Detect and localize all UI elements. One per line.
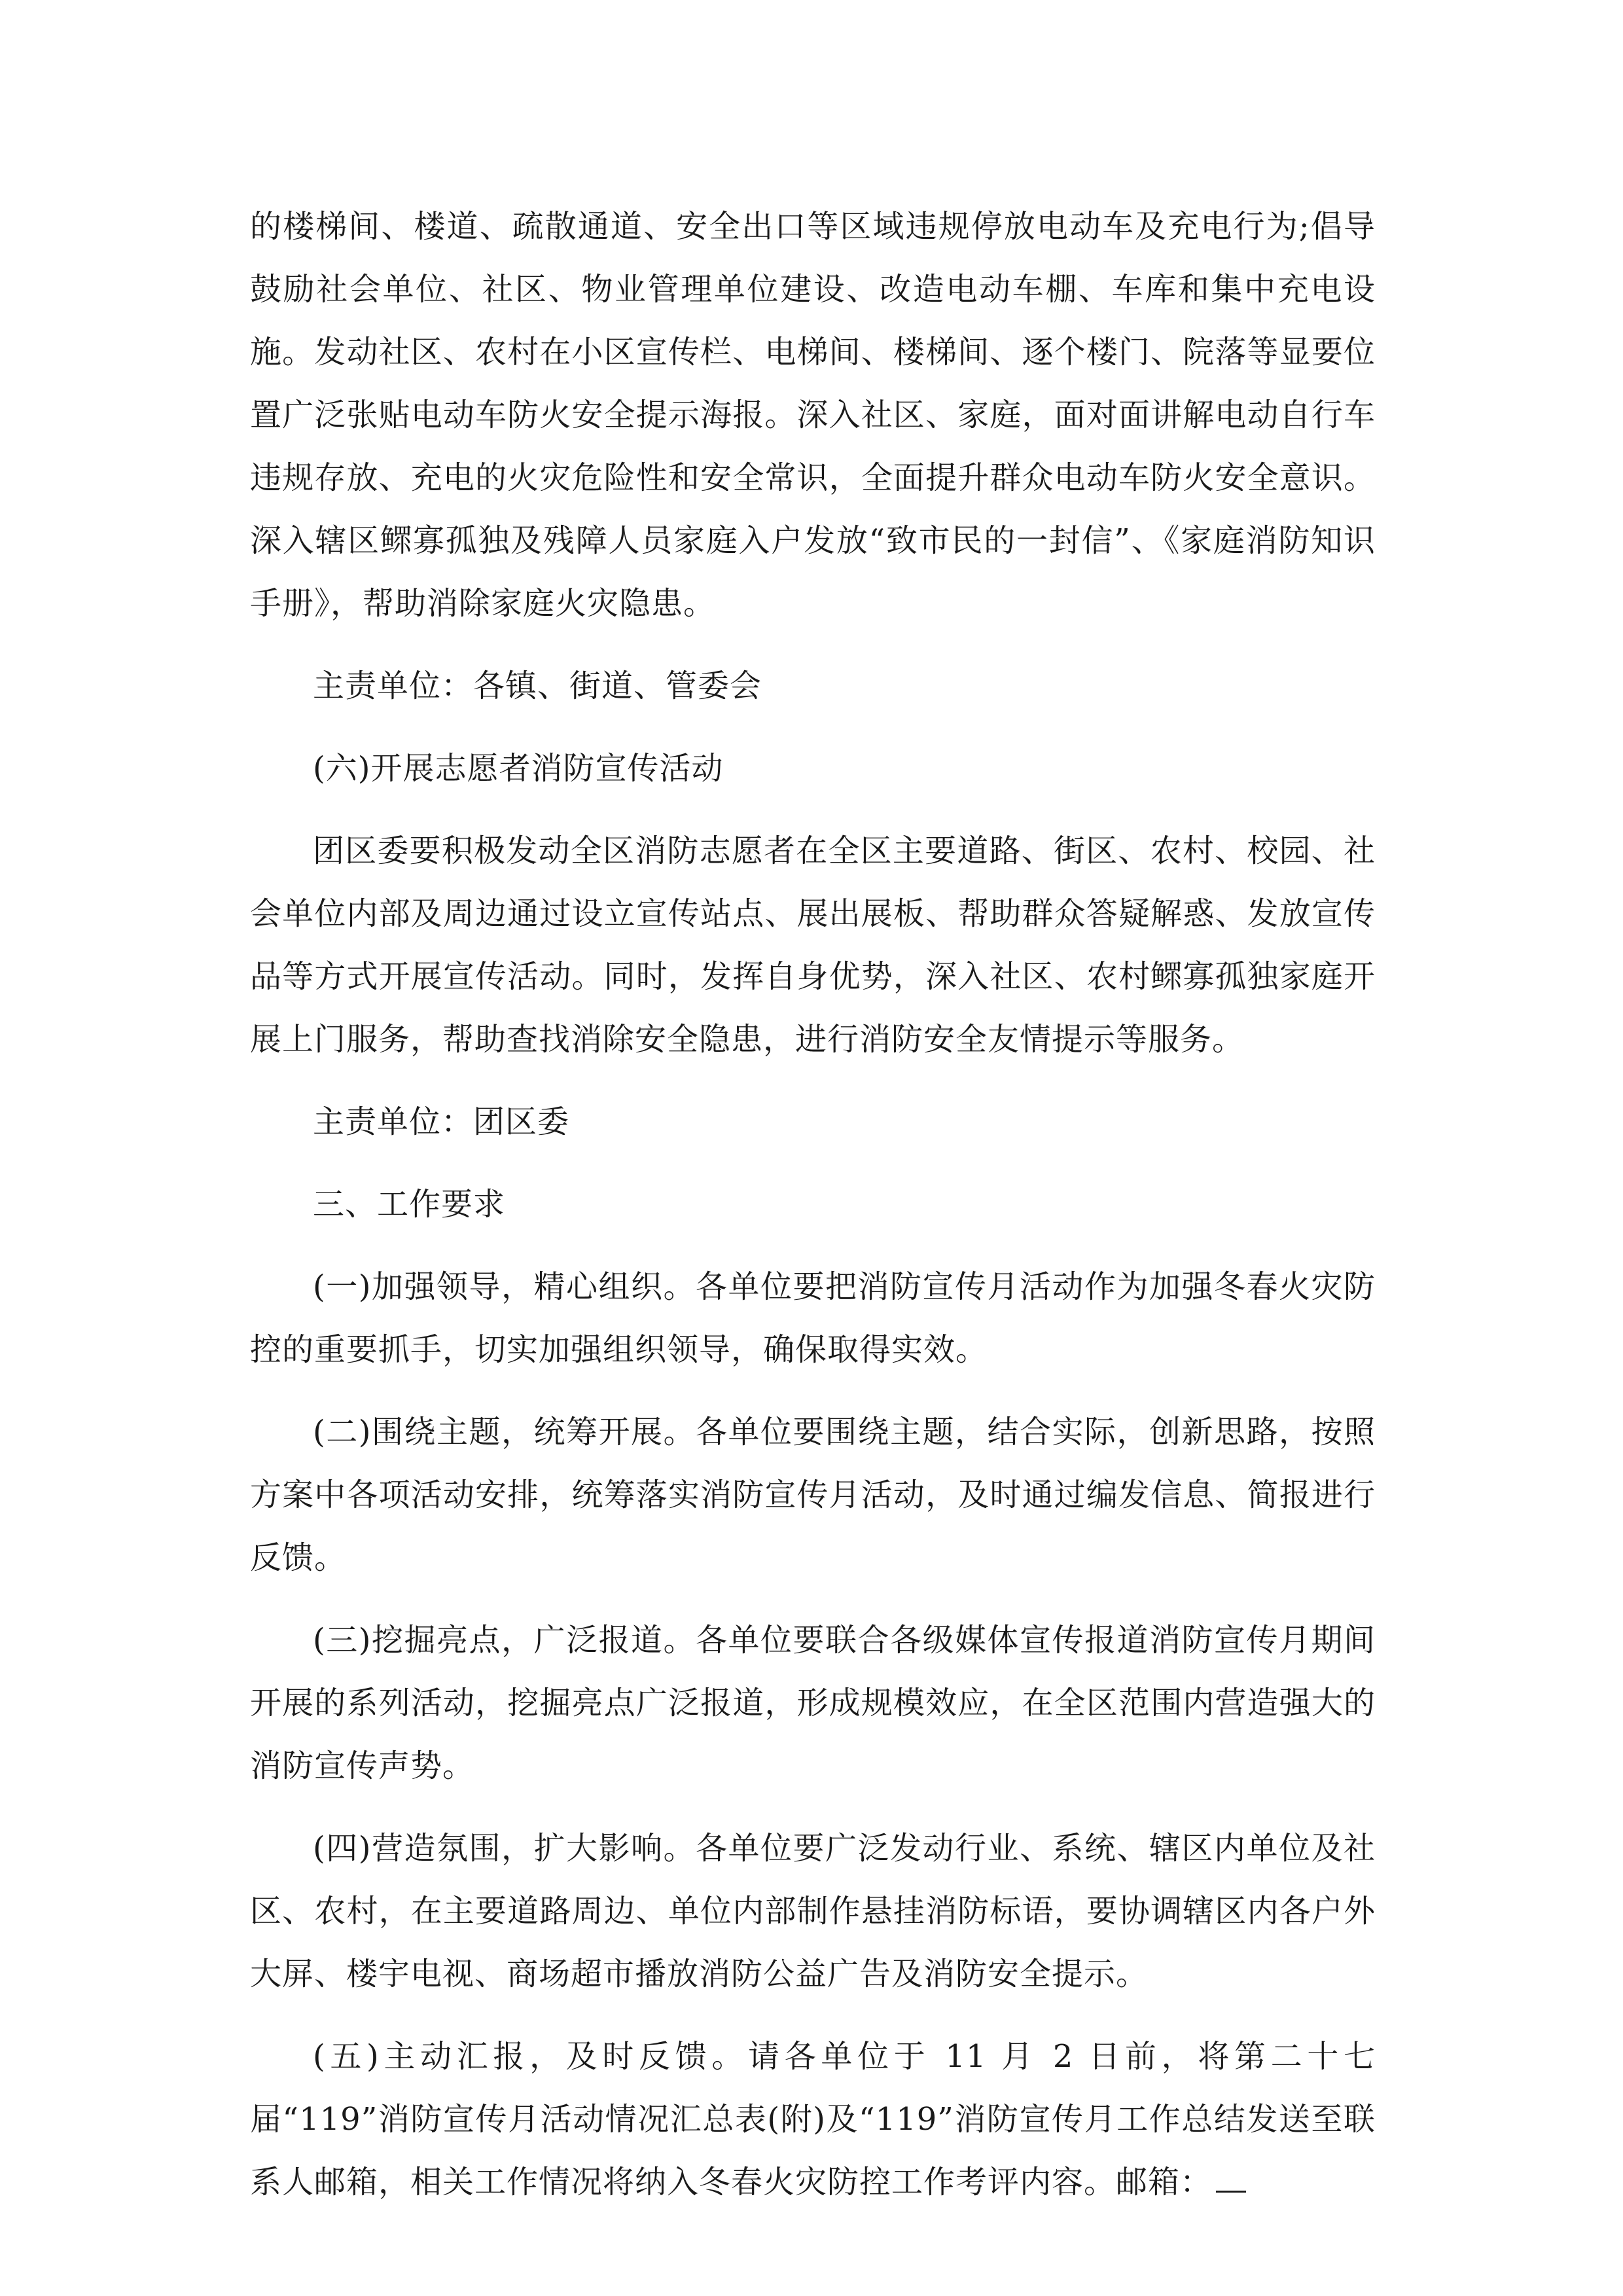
- paragraph-volunteer-activity: 团区委要积极发动全区消防志愿者在全区主要道路、街区、农村、校园、社会单位内部及周边通过设立宣传站点、展出展板、帮助群众答疑解惑、发放宣传品等方式开展宣传活动。同时，发挥自身优势，深入社区、农村鳏寡孤独家庭开展上门服务，帮助查找消除安全隐患，进行消防安全友情提示等服务。: [250, 833, 1376, 1058]
- paragraph-requirement-1: (一)加强领导，精心组织。各单位要把消防宣传月活动作为加强冬春火灾防控的重要抓手，切实加强组织领导，确保取得实效。: [250, 1268, 1376, 1368]
- paragraph-requirement-3: (三)挖掘亮点，广泛报道。各单位要联合各级媒体宣传报道消防宣传月期间开展的系列活动，挖掘亮点广泛报道，形成规模效应，在全区范围内营造强大的消防宣传声势。: [250, 1622, 1376, 1784]
- paragraph-responsible-unit-towns: 主责单位：各镇、街道、管委会: [313, 668, 762, 704]
- section-heading-work-requirements: 三、工作要求: [313, 1186, 506, 1223]
- paragraph-requirement-5: [250, 2025, 1376, 2214]
- paragraph-ebike-safety: 的楼梯间、楼道、疏散通道、安全出口等区域违规停放电动车及充电行为;倡导鼓励社会单位、社区、物业管理单位建设、改造电动车棚、车库和集中充电设施。发动社区、农村在小区宣传栏、电梯间、楼梯间、逐个楼门、院落等显要位置广泛张贴电动车防火安全提示海报。深入社区、家庭，面对面讲解电动自行车违规存放、充电的火灾危险性和安全常识，全面提升群众电动车防火安全意识。深入辖区鳏寡孤独及残障人员家庭入户发放“致市民的一封信”、《家庭消防知识手册》，帮助消除家庭火灾隐患。: [250, 208, 1376, 622]
- section-heading-volunteer-activity: (六)开展志愿者消防宣传活动: [313, 750, 724, 787]
- document-body: [250, 195, 1376, 2214]
- paragraph-requirement-5-text: (五)主动汇报，及时反馈。请各单位于 11 月 2 日前，将第二十七届“119”消防宣传月活动情况汇总表(附)及“119”消防宣传月工作总结发送至联系人邮箱，相关工作情况将纳入冬春火灾防控工作考评内容。邮箱：: [250, 2038, 1376, 2200]
- email-blank-line: [1216, 2162, 1246, 2193]
- paragraph-requirement-2: (二)围绕主题，统筹开展。各单位要围绕主题，结合实际，创新思路，按照方案中各项活动安排，统筹落实消防宣传月活动，及时通过编发信息、简报进行反馈。: [250, 1414, 1376, 1576]
- paragraph-requirement-4: (四)营造氛围，扩大影响。各单位要广泛发动行业、系统、辖区内单位及社区、农村，在主要道路周边、单位内部制作悬挂消防标语，要协调辖区内各户外大屏、楼宇电视、商场超市播放消防公益广告及消防安全提示。: [250, 1830, 1376, 1992]
- paragraph-responsible-unit-league: 主责单位：团区委: [313, 1103, 570, 1140]
